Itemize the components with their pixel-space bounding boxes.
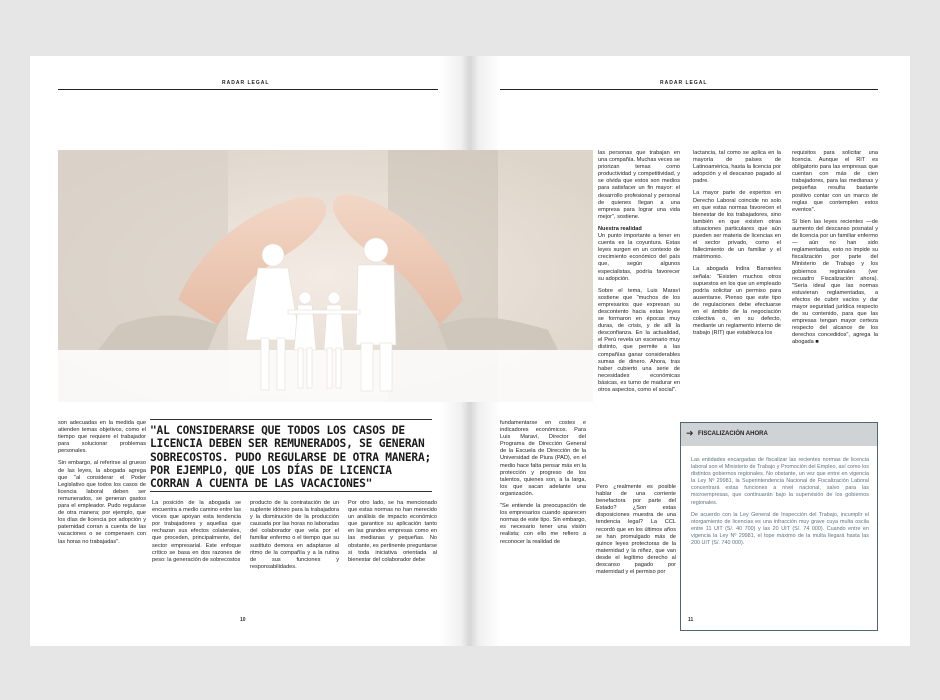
article-photo — [58, 150, 593, 402]
sidebar-box-fiscalizacion — [680, 422, 878, 631]
quote-rule-top — [150, 419, 432, 420]
family-hands-icon — [58, 150, 593, 402]
sidebar-box-title: FISCALIZACIÓN AHORA — [698, 431, 768, 437]
quote-rule-bottom — [150, 491, 432, 492]
right-column-1-bottom — [596, 484, 676, 581]
mid-column-top — [598, 150, 680, 399]
paragraph: Pero ¿realmente es posible hablar de una corriente benefactora por parte del Estado? ¿Son estas disposiciones muestra de una tendencia legal? La CCL recordó que en los últimos años se han promulgado más de quince leyes protectoras de la maternidad y la niñez, que van desde el legítimo derecho al descanso pagado por maternidad y el permiso por — [596, 484, 676, 576]
paragraph: La posición de la abogada se encuentra a medio camino entre las voces que apoyan esta tendencia por trabajadores y aquellas que rechazan sus efectos colaterales, que proceden, principalmente, del sector empresarial. Este enfoque crítico se basa en dos razones de peso: la generación de sobrecostos — [152, 500, 241, 563]
mid-column-bottom — [500, 420, 586, 551]
left-column-2 — [152, 500, 241, 569]
paragraph: La mayor parte de expertos en Derecho Laboral coincide no solo en que estas normas favorecen el bienestar de los trabajadores, sino también en que existen otras situaciones particulares que aún pueden ser materia de licencias en el sector privado, como el fallecimiento de un familiar y el matrimonio. — [693, 190, 781, 261]
page-number-right: 11 — [688, 617, 694, 623]
page-number-left: 10 — [240, 617, 246, 623]
paragraph: De acuerdo con la Ley General de Inspección del Trabajo, incumplir el otorgamiento de licencias es una infracción muy grave cuya multa oscila entre 11 UIT (S/. 40 700) y las 20 UIT (S/. 74 000). Cuando entre en vigencia la Ley Nº 29981, el tope máximo de la multa llegará hasta las 200 UIT (S/. 740 000). — [691, 511, 869, 547]
paragraph: Un punto importante a tener en cuenta es la coyuntura. Estas leyes surgen en un contexto de crecimiento económico del país que, según algunos especialistas, podría favorecer su adopción. — [598, 233, 680, 282]
paragraph: son adecuadas en la medida que atienden temas objetivos, como el tiempo que requiere el trabajador para solucionar problemas personales. — [58, 420, 146, 455]
paragraph: Si bien las leyes recientes —de aumento del descanso posnatal y de licencia por un familiar enfermo— aún no han sido reglamentadas, esto no impide su fiscalización por parte del Ministerio de Trabajo y los gobiernos regionales (ver recuadro Fiscalización ahora). "Sería ideal que las normas estuvieran reglamentadas, a efectos de cubrir vacíos y dar mayor seguridad jurídica respecto de su contenido, para que las empresas tengan mayor certeza respecto del alcance de los derechos concedidos", agrega la abogada ■ — [792, 218, 878, 346]
header-rule-left — [58, 89, 438, 90]
paragraph: lactancia, tal como se aplica en la mayoría de países de Latinoamérica, hasta la licencia por adopción y el descanso pagado al padre. — [693, 150, 781, 185]
paragraph: La abogada Indira Barrantes señala: "Existen muchos otros supuestos en los que un empleado podría solicitar un permiso para ausentarse. Pienso que este tipo de regulaciones debe efectuarse en el ámbito de la negociación colectiva o, en su defecto, mediante un reglamento interno de trabajo (RIT) que establezca los — [693, 266, 781, 337]
paragraph: las personas que trabajan en una compañía. Muchas veces se priorizan temas como productividad y competitividad, y se olvida que estos son medios para satisfacer un fin mayor: el desarrollo profesional y personal de quienes llegan a una empresa para lograr una vida mejor", sostiene. — [598, 150, 680, 220]
paragraph: requisitos para solicitar una licencia. Aunque el RIT es obligatorio para las empresas que cuentan con más de cien trabajadores, para las medianas y pequeñas resulta bastante positivo contar con un marco de reglas que contemplen estos eventos". — [792, 150, 878, 213]
right-column-2 — [792, 150, 878, 352]
left-column-1 — [58, 420, 146, 551]
pull-quote: "AL CONSIDERARSE QUE TODOS LOS CASOS DE LICENCIA DEBEN SER REMUNERADOS, SE GENERAN SOBRECOSTOS. PUDO REGULARSE DE OTRA MANERA; POR EJEMPLO, QUE LOS DÍAS DE LICENCIA CORRAN A CUENTA DE LAS VACACIONES" — [150, 424, 432, 491]
header-rule-right — [500, 89, 878, 90]
paragraph: "Se entiende la preocupación de los empresarios cuando aparecen normas de este tipo. Sin embargo, es necesario tener una visión realista; con ello me refiero a reconocer la realidad de — [500, 503, 586, 545]
paragraph: fundamentarse en costes e indicadores económicos. Para Luis Maraví, Director del Programa de Dirección General de la Escuela de Dirección de la Universidad de Piura (PAD), en el medio hace falta pensar más en la protección y progreso de los talentos, quienes son, a la larga, los que sacan adelante una organización. — [500, 420, 586, 497]
running-head-left: RADAR LEGAL — [222, 80, 270, 86]
paragraph: Por otro lado, se ha mencionado que estas normas no han merecido un análisis de impacto económico que garantice su aplicación tanto en las grandes empresas como en las medianas y pequeñas. No obstante, es pertinente preguntarse si toda iniciativa orientada al bienestar del colaborador debe — [348, 500, 437, 563]
left-column-4 — [348, 500, 437, 569]
running-head-right: RADAR LEGAL — [660, 80, 708, 86]
sidebar-box-body — [691, 457, 869, 552]
paragraph: Sobre el tema, Luis Maraví sostiene que "muchos de los empresarios que expresan su descontento hacia estas leyes se formaron en épocas muy duras, de crisis, y de allí la desconfianza. En la actualidad, el Perú revela un escenario muy distinto, que permite a las compañías ganar considerables sumas de dinero. Ahora, tras haber cubierto una serie de necesidades económicas básicas, es turno de madurar en otros aspectos, como el social". — [598, 287, 680, 393]
right-column-1 — [693, 150, 781, 342]
sidebar-box-header — [681, 423, 877, 446]
paragraph: producto de la contratación de un suplente idóneo para la trabajadora y la disminución de la producción causada por las horas no laboradas del colaborador que vela por el familiar enfermo o el tiempo que su sustituto demora en adaptarse al ritmo de la compañía y a la rutina de sus funciones y responsabilidades. — [250, 500, 339, 570]
subhead-nuestra-realidad: Nuestra realidad — [598, 225, 642, 232]
left-column-3 — [250, 500, 339, 576]
arrow-right-icon: ➜ — [686, 428, 694, 438]
paragraph: Las entidades encargadas de fiscalizar las recientes normas de licencia laboral son el Ministerio de Trabajo y Promoción del Empleo, así como los distintos gobiernos regionales. No obstante, un vez que entre en vigencia la Ley Nº 29981, la Superintendencia Nacional de Fiscalización Laboral concentrará estas funciones a nivel nacional, salvo para las microempresas, que continuarán bajo la supervisión de los gobiernos regionales. — [691, 457, 869, 506]
paragraph: Sin embargo, al referirse al grueso de las leyes, la abogada agrega que "al considerar el Poder Legislativo que todos los casos de licencia laboral deben ser remunerados, se generan gastos para el empleador. Pudo regularse de otra manera; por ejemplo, que los días de licencia por adopción y paternidad corran a cuenta de las vacaciones o se compensen con las horas no trabajadas". — [58, 460, 146, 545]
